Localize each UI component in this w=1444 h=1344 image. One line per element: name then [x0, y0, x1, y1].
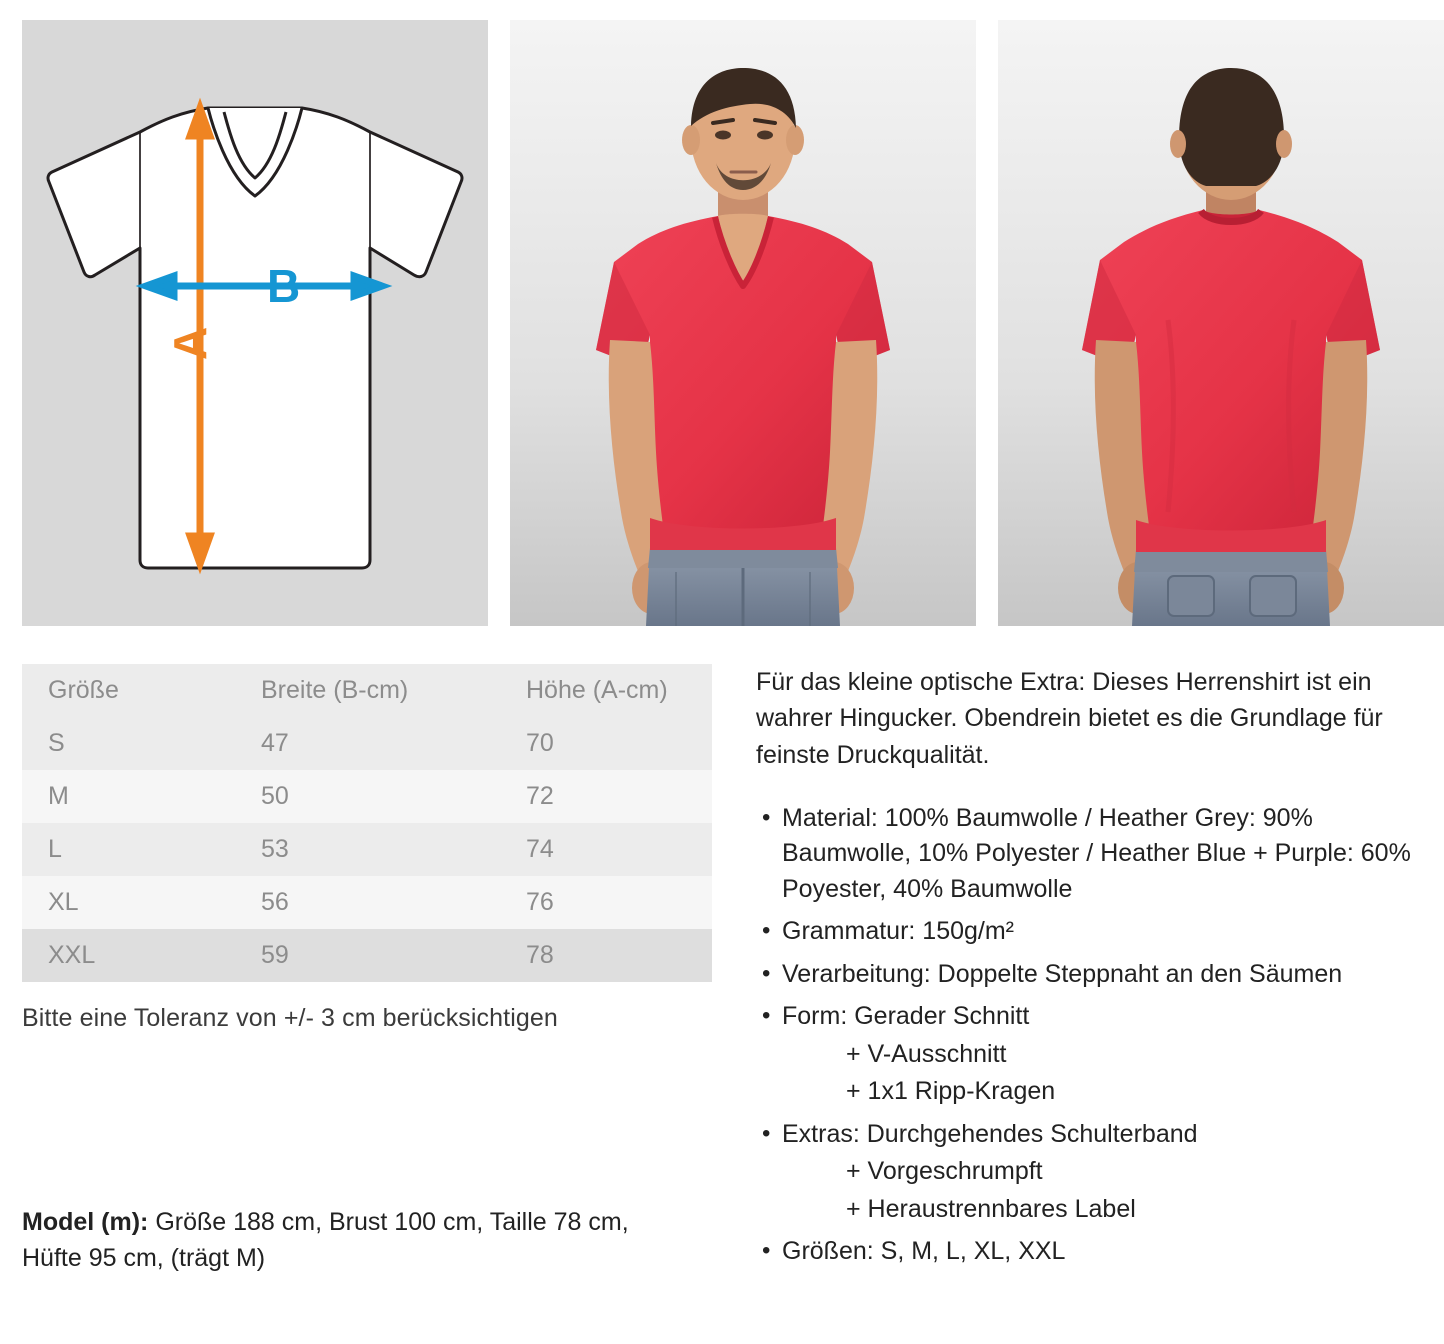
measurement-diagram — [22, 20, 488, 626]
list-item — [756, 957, 1422, 993]
table-row — [22, 823, 712, 876]
feature-text: Extras: Durchgehendes Schulterband — [782, 1119, 1198, 1148]
model-info-line2: Hüfte 95 cm, (trägt M) — [22, 1244, 266, 1273]
tolerance-note: Bitte eine Toleranz von +/- 3 cm berücksichtigen — [22, 1004, 558, 1032]
list-item — [756, 801, 1422, 908]
cell-size: L — [48, 835, 62, 863]
product-image-row — [0, 0, 1444, 626]
table-header-size: Größe — [48, 676, 119, 704]
list-item — [756, 999, 1422, 1110]
cell-width: 50 — [261, 782, 289, 810]
cell-height: 70 — [526, 729, 554, 757]
feature-sub: + 1x1 Ripp-Kragen — [846, 1077, 1056, 1106]
feature-sub: + Vorgeschrumpft — [846, 1157, 1043, 1186]
table-header-height: Höhe (A-cm) — [526, 676, 668, 704]
table-header-width: Breite (B-cm) — [261, 676, 409, 704]
table-row — [22, 717, 712, 770]
cell-width: 56 — [261, 888, 289, 916]
list-item — [756, 1234, 1422, 1270]
cell-height: 78 — [526, 941, 554, 969]
cell-height: 72 — [526, 782, 554, 810]
model-info — [22, 1204, 722, 1277]
description-intro: Für das kleine optische Extra: Dieses Herrenshirt ist ein wahrer Hingucker. Obendrein bietet es die Grundlage für feinste Druckqualität. — [756, 668, 1383, 769]
list-item — [756, 914, 1422, 950]
cell-width: 59 — [261, 941, 289, 969]
model-front-illustration — [510, 20, 976, 626]
table-header-row — [22, 664, 712, 717]
tshirt-schematic-icon — [22, 20, 488, 626]
table-row — [22, 876, 712, 929]
table-row — [22, 770, 712, 823]
description-column — [734, 664, 1422, 1277]
feature-text: Grammatur: 150g/m² — [782, 917, 1015, 946]
feature-list — [756, 801, 1422, 1270]
cell-width: 47 — [261, 729, 289, 757]
cell-height: 76 — [526, 888, 554, 916]
size-table — [22, 664, 712, 982]
cell-size: S — [48, 729, 65, 757]
model-back-illustration — [998, 20, 1444, 626]
cell-height: 74 — [526, 835, 554, 863]
model-info-label: Model (m): — [22, 1208, 149, 1236]
feature-text: Verarbeitung: Doppelte Steppnaht an den Säumen — [782, 959, 1343, 988]
model-back-photo — [998, 20, 1444, 626]
height-label: A — [164, 326, 216, 360]
table-row — [22, 929, 712, 982]
model-front-photo — [510, 20, 976, 626]
cell-width: 53 — [261, 835, 289, 863]
cell-size: M — [48, 782, 69, 810]
feature-text: Material: 100% Baumwolle / Heather Grey: 90% Baumwolle, 10% Polyester / Heather Blue + Purple: 60% Poyester, 40% Baumwolle — [782, 803, 1411, 903]
feature-text: Form: Gerader Schnitt — [782, 1002, 1030, 1031]
feature-sub: + V-Ausschnitt — [846, 1039, 1007, 1068]
feature-text: Größen: S, M, L, XL, XXL — [782, 1237, 1066, 1266]
size-table-column — [22, 664, 734, 1277]
model-info-line1: Größe 188 cm, Brust 100 cm, Taille 78 cm, — [148, 1208, 629, 1236]
cell-size: XL — [48, 888, 79, 916]
details-section — [0, 626, 1444, 1277]
list-item — [756, 1117, 1422, 1228]
width-label: B — [267, 260, 301, 312]
feature-sub: + Heraustrennbares Label — [846, 1194, 1136, 1223]
cell-size: XXL — [48, 941, 96, 969]
